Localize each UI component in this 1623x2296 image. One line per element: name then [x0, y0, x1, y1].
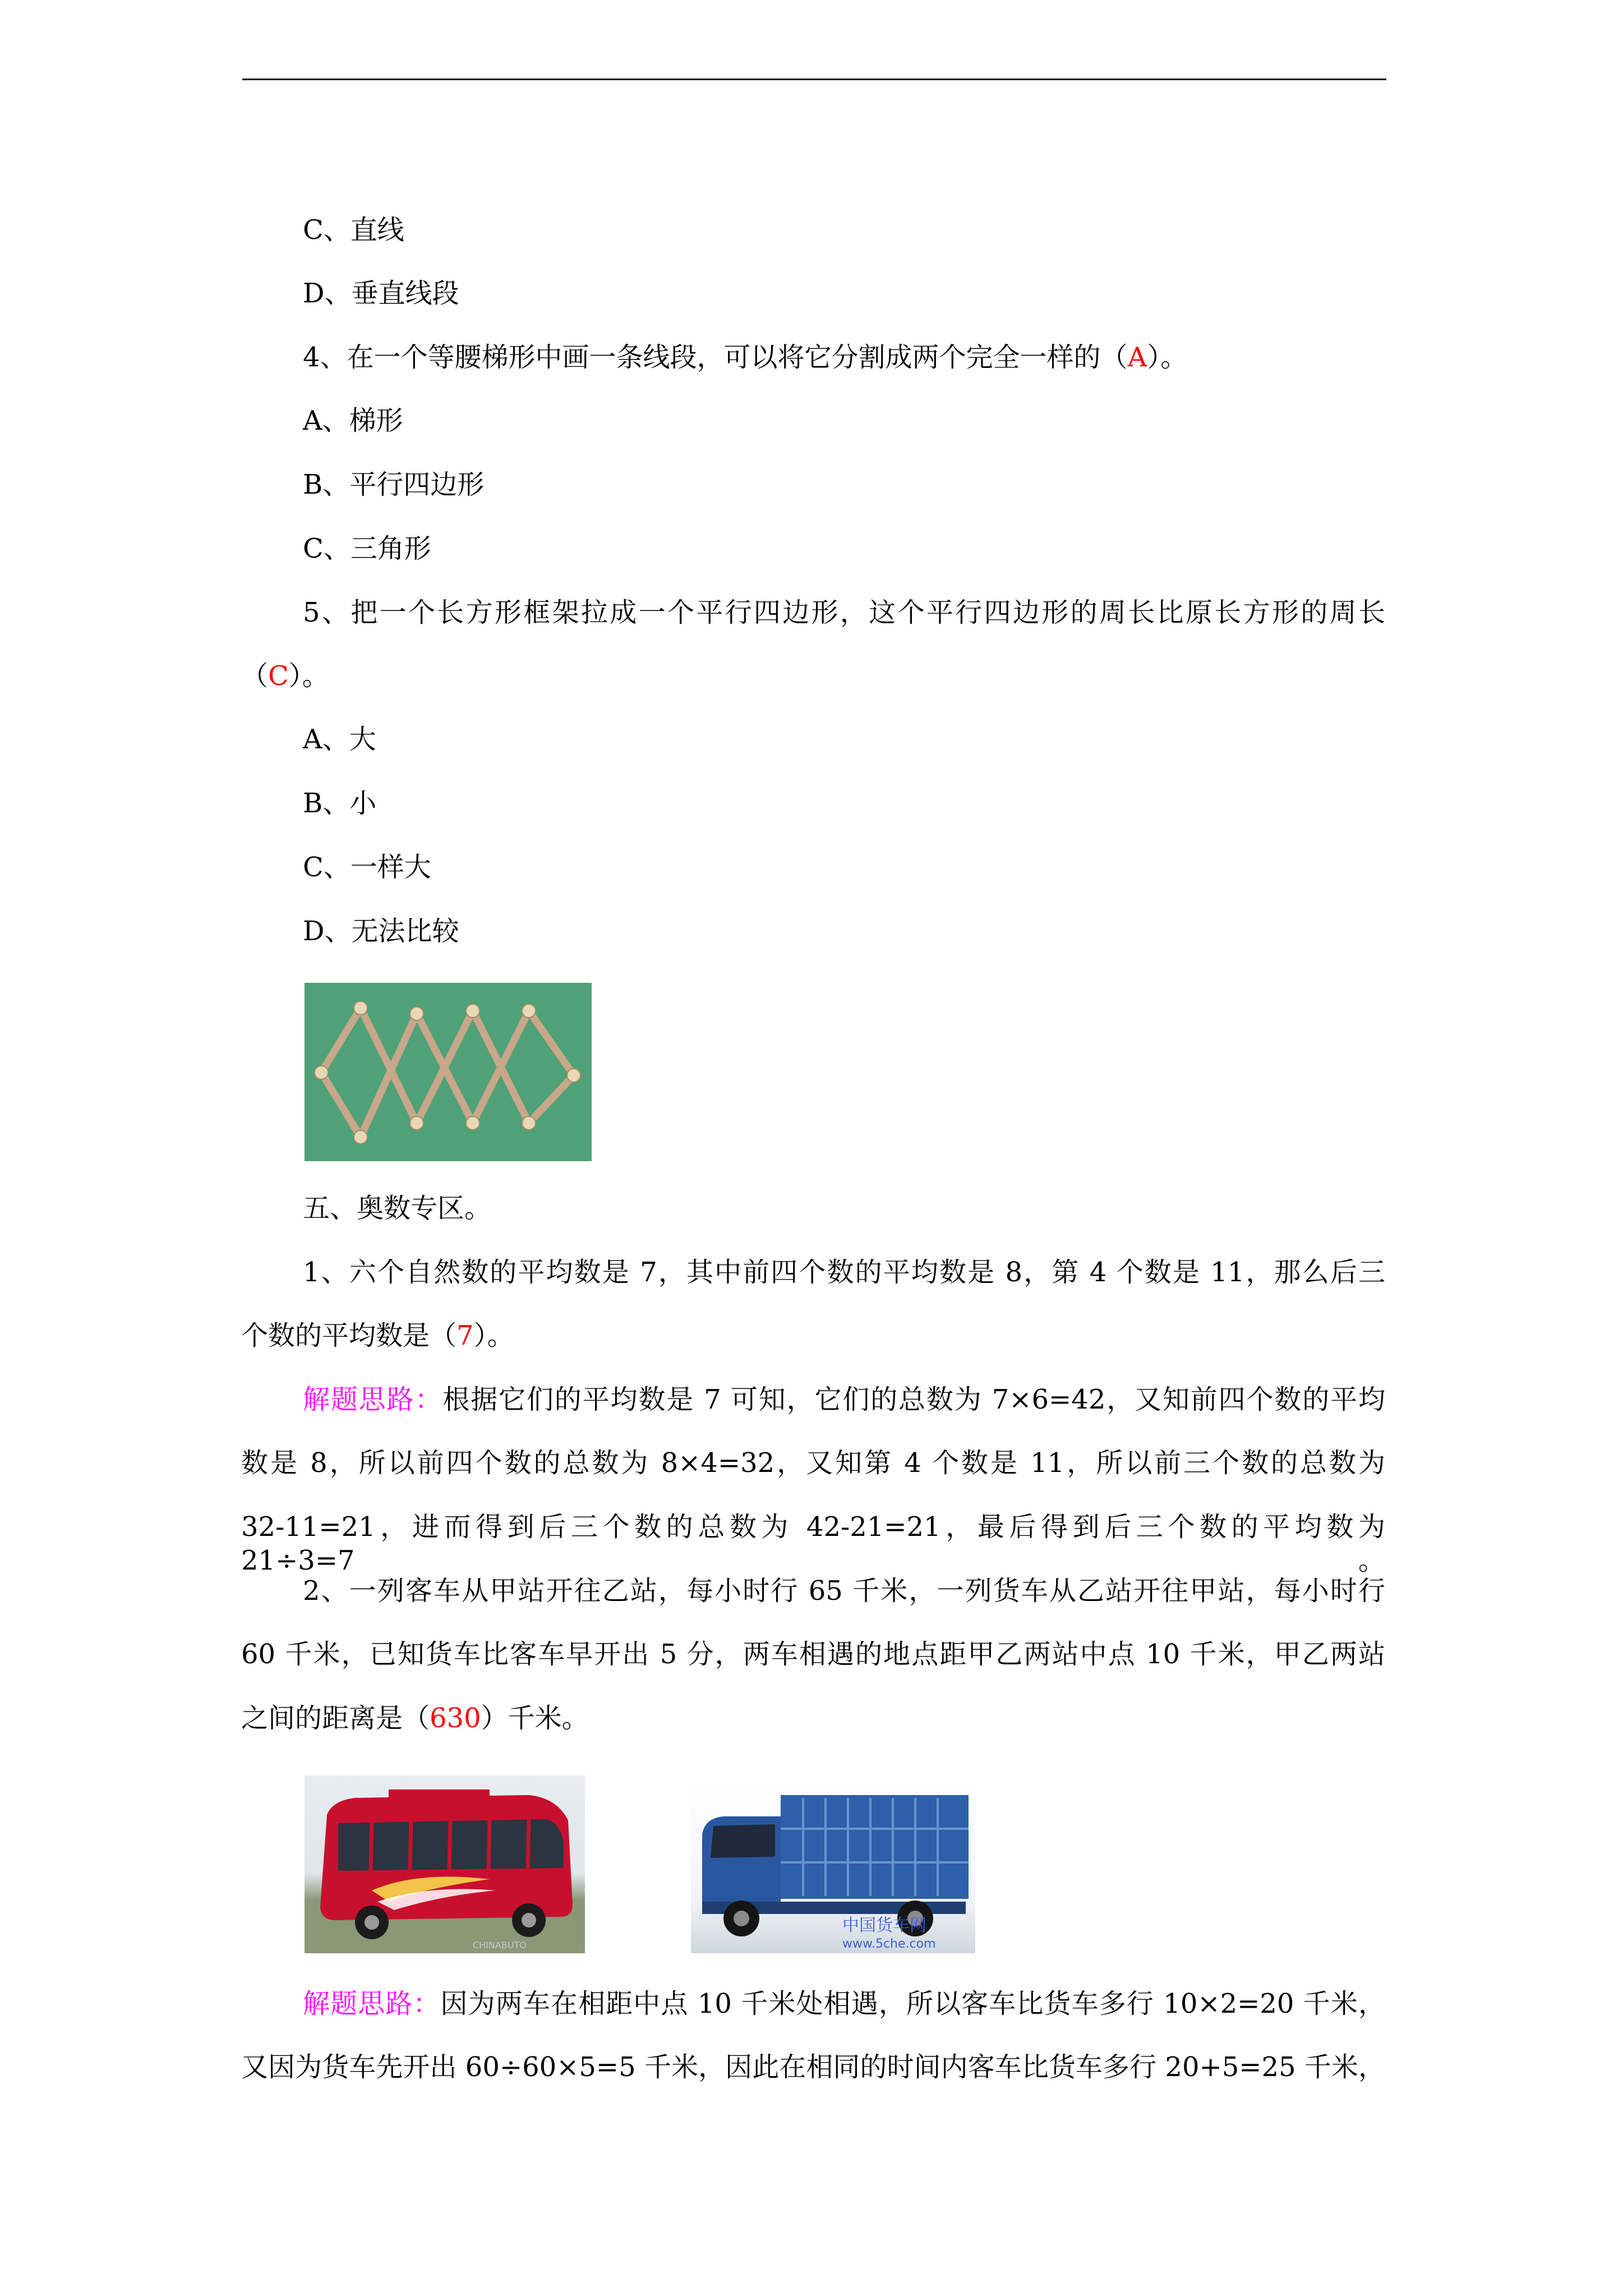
- option-a-line-2: A、大: [303, 724, 376, 755]
- option-b-line: B、平行四边形: [303, 469, 485, 500]
- olympiad-question-2: 2、一列客车从甲站开往乙站，每小时行 65 千米，一列货车从乙站开往甲站，每小时行: [303, 1575, 1385, 1607]
- option-c-line: C、直线: [303, 214, 404, 246]
- bus-image: [305, 1775, 585, 1953]
- olympiad-question-2-line-2: 60 千米，已知货车比客车早开出 5 分，两车相遇的地点距甲乙两站中点 10 千米，甲乙两站: [241, 1639, 1385, 1670]
- folding-rack-image: [305, 983, 592, 1161]
- solution-2-line-1: 解题思路：因为两车在相距中点 10 千米处相遇，所以客车比货车多行 10×2=20 千米，: [303, 1988, 1385, 2019]
- olympiad-question-2-answer: 之间的距离是（630）千米。: [241, 1703, 589, 1734]
- answer-c: C: [268, 660, 289, 692]
- solution-2-line-2: 又因为货车先开出 60÷60×5=5 千米，因此在相同的时间内客车比货车多行 20+5=25 千米，: [241, 2051, 1385, 2083]
- header-rule: [242, 79, 1386, 80]
- solution-1-line-1: 解题思路：根据它们的平均数是 7 可知，它们的总数为 7×6=42，又知前四个数的平均: [303, 1384, 1385, 1415]
- option-d-line-2: D、无法比较: [303, 915, 459, 947]
- answer-a: A: [1127, 342, 1147, 373]
- option-b-line-2: B、小: [303, 788, 377, 819]
- solution-1-line-2: 数是 8，所以前四个数的总数为 8×4=32，又知第 4 个数是 11，所以前三个数的总数为: [241, 1447, 1385, 1479]
- section-heading: 五、奥数专区。: [303, 1193, 492, 1224]
- option-c-line-2: C、三角形: [303, 533, 431, 564]
- truck-image: [691, 1784, 975, 1953]
- question-4: 4、在一个等腰梯形中画一条线段，可以将它分割成两个完全一样的（A）。: [303, 342, 1188, 373]
- answer-7: 7: [457, 1320, 474, 1351]
- olympiad-question-1: 1、六个自然数的平均数是 7，其中前四个数的平均数是 8，第 4 个数是 11，那么后三: [303, 1257, 1385, 1288]
- option-c-line-3: C、一样大: [303, 852, 431, 883]
- question-5: 5、把一个长方形框架拉成一个平行四边形，这个平行四边形的周长比原长方形的周长: [303, 597, 1385, 628]
- answer-630: 630: [430, 1703, 481, 1734]
- solution-1-line-3: 32-11=21，进而得到后三个数的总数为 42-21=21，最后得到后三个数的平均数为 21÷3=7。: [241, 1511, 1385, 1576]
- truck-watermark-title: 中国货车网: [842, 1916, 926, 1935]
- olympiad-question-1-answer: 个数的平均数是（7）。: [241, 1320, 514, 1351]
- truck-watermark-url: www.5che.com: [842, 1937, 936, 1951]
- option-a-line: A、梯形: [303, 405, 403, 436]
- solution-label: 解题思路：: [303, 1384, 443, 1415]
- bus-watermark: CHINABUTO: [473, 1940, 527, 1950]
- option-d-line: D、垂直线段: [303, 278, 459, 309]
- question-5-answer: （C）。: [241, 660, 329, 692]
- solution-label-2: 解题思路：: [303, 1988, 441, 2019]
